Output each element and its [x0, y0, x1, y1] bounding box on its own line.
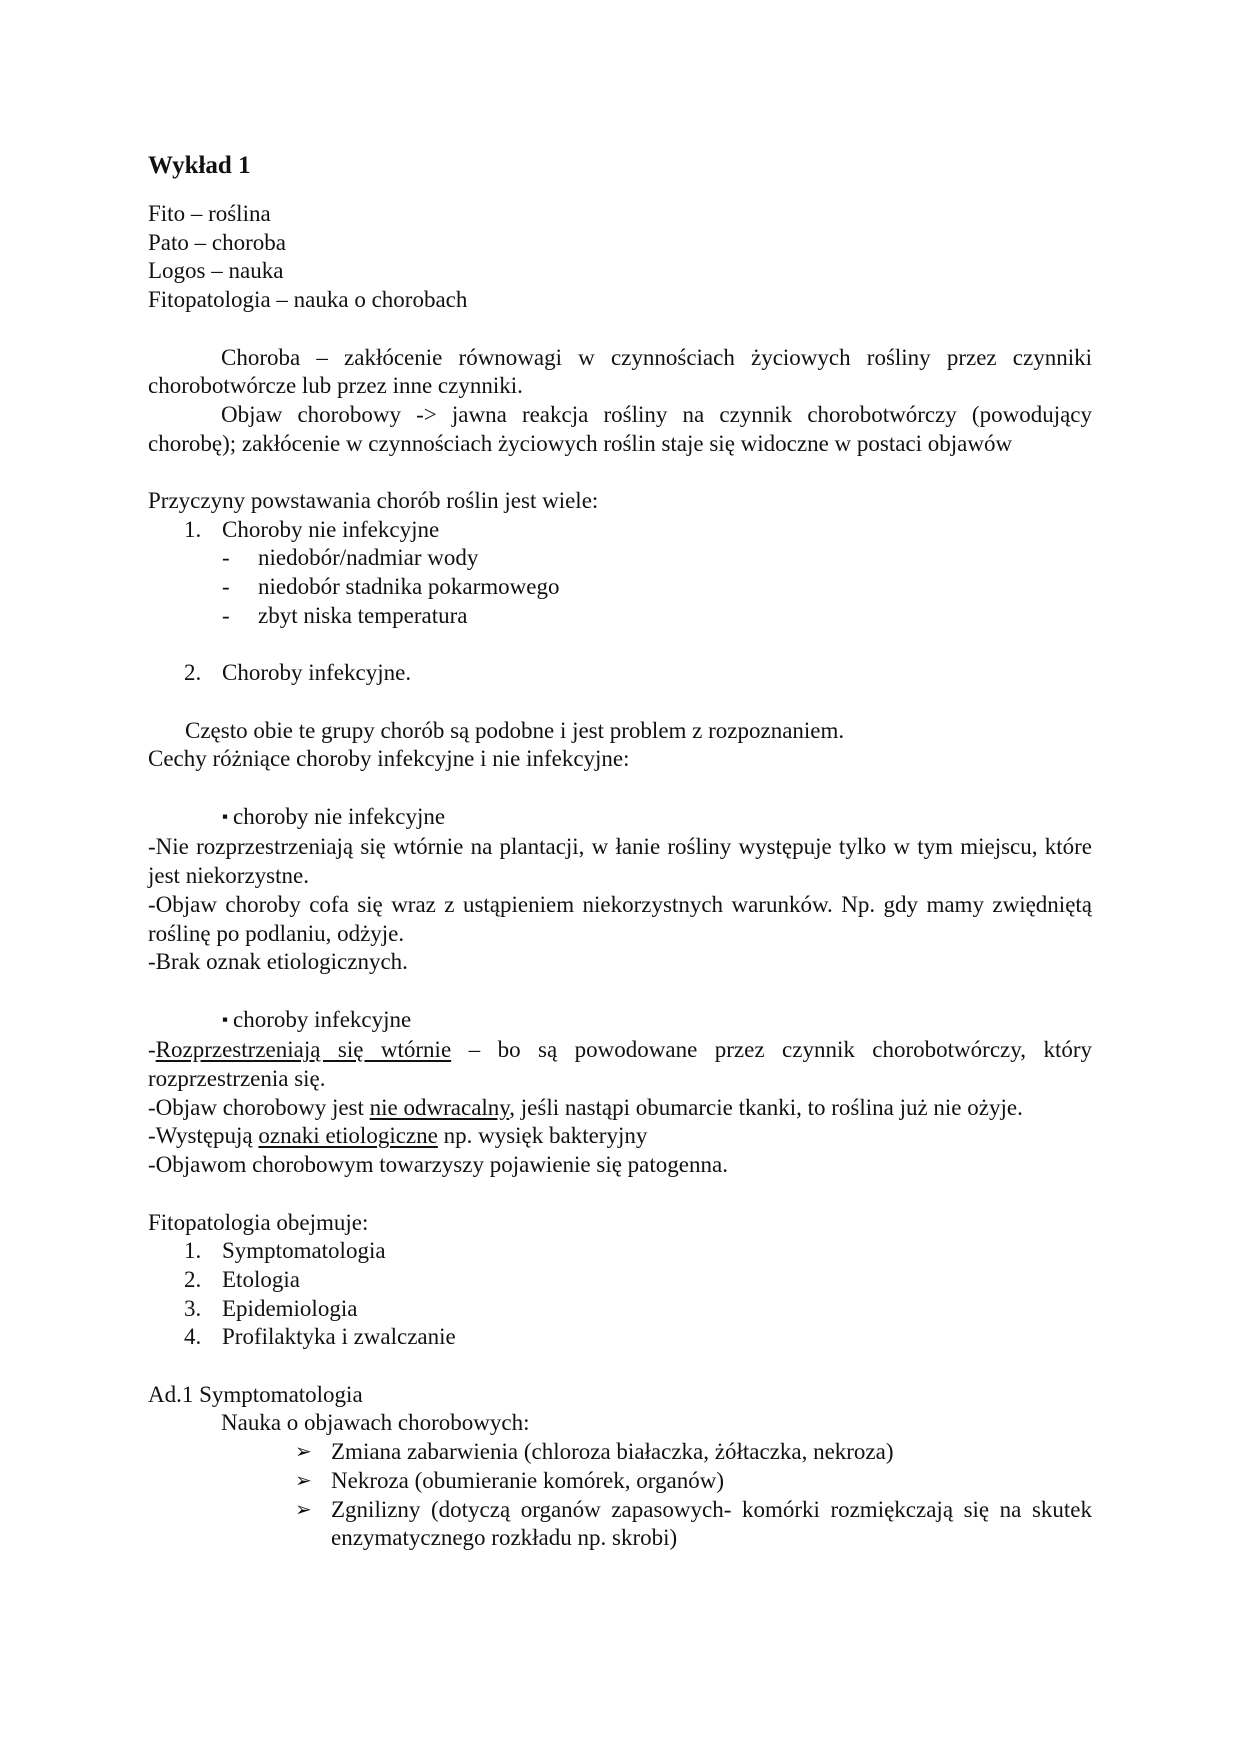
list-item	[222, 573, 1092, 602]
list-item	[222, 544, 1092, 573]
bullet-icon: ▪	[222, 1009, 229, 1029]
infectious-p1	[148, 1036, 1092, 1093]
list-item	[295, 1496, 1092, 1553]
infectious-heading	[222, 1006, 1092, 1037]
list-text: niedobór/nadmiar wody	[258, 545, 479, 571]
scope-list	[184, 1237, 1092, 1352]
paragraph-text: , jeśli nastąpi obumarcie tkanki, to roślina już nie ożyje.	[509, 1094, 1023, 1120]
paragraph-text: np. wysięk bakteryjny	[437, 1123, 648, 1149]
list-text: Choroby nie infekcyjne	[222, 516, 440, 542]
list-text: Symptomatologia	[222, 1238, 386, 1264]
list-number: 2.	[184, 1266, 202, 1292]
dash-marker: -	[222, 545, 230, 571]
list-number: 1.	[184, 1238, 202, 1264]
list-item	[184, 1237, 1092, 1266]
paragraph-text: – bo są powodowane przez czynnik chorobotwórczy, który rozprzestrzenia się.	[148, 1037, 1093, 1091]
list-text: Epidemiologia	[222, 1295, 358, 1321]
bullet-icon: ▪	[222, 806, 229, 826]
underlined-text: nie odwracalny	[369, 1094, 510, 1120]
list-number: 1.	[184, 516, 202, 542]
causes-list-2	[184, 659, 1092, 688]
list-item	[184, 1266, 1092, 1295]
arrow-bullet-icon: ➢	[295, 1469, 312, 1492]
document-body	[148, 148, 1092, 1553]
similar-line: Często obie te grupy chorób są podobne i jest problem z rozpoznaniem.	[185, 717, 845, 743]
definitions-block	[148, 200, 1092, 315]
definition-line: Fitopatologia – nauka o chorobach	[148, 287, 468, 313]
list-text: Zgnilizny (dotyczą organów zapasowych- komórki rozmiękczają się na skutek enzymatycznego rozkładu np. skrobi)	[331, 1496, 1092, 1551]
causes-sublist	[222, 544, 1092, 630]
causes-list	[184, 516, 1092, 545]
dash-marker: -	[222, 574, 230, 600]
arrow-bullet-icon: ➢	[295, 1498, 312, 1521]
paragraph-text: -Objaw chorobowy jest	[148, 1094, 370, 1120]
list-text: Zmiana zabarwienia (chloroza białaczka, żółtaczka, nekroza)	[331, 1439, 894, 1465]
noninfectious-p3: -Brak oznak etiologicznych.	[148, 949, 408, 975]
underlined-text: Rozprzestrzeniają się wtórnie	[155, 1037, 452, 1063]
ad1-heading: Ad.1 Symptomatologia	[148, 1381, 363, 1407]
underlined-text: oznaki etiologiczne	[258, 1123, 438, 1149]
dash-marker: -	[222, 602, 230, 628]
noninfectious-p2: -Objaw choroby cofa się wraz z ustąpieniem niekorzystnych warunków. Np. gdy mamy zwiędniętą roślinę po podlaniu, odżyje.	[148, 891, 1092, 946]
differences-intro: Cechy różniące choroby infekcyjne i nie infekcyjne:	[148, 746, 630, 772]
paragraph-choroba: Choroba – zakłócenie równowagi w czynnościach życiowych rośliny przez czynniki chorobotwórcze lub przez inne czynniki.	[148, 344, 1092, 399]
infectious-p3	[148, 1122, 1092, 1151]
noninfectious-p1: -Nie rozprzestrzeniają się wtórnie na plantacji, w łanie rośliny występuje tylko w tym miejscu, które jest niekorzystne.	[148, 834, 1092, 889]
infectious-p2	[148, 1094, 1092, 1123]
causes-intro: Przyczyny powstawania chorób roślin jest wiele:	[148, 488, 599, 513]
definition-line: Pato – choroba	[148, 229, 286, 255]
definition-line: Logos – nauka	[148, 258, 284, 284]
page-title: Wykład 1	[148, 152, 251, 179]
definition-line: Fito – roślina	[148, 201, 271, 226]
list-text: Nekroza (obumieranie komórek, organów)	[331, 1467, 724, 1493]
symptoms-list	[295, 1438, 1092, 1553]
heading-text: choroby nie infekcyjne	[233, 803, 446, 829]
list-item	[295, 1438, 1092, 1467]
scope-intro: Fitopatologia obejmuje:	[148, 1209, 369, 1235]
list-item	[184, 659, 1092, 688]
ad1-subheading: Nauka o objawach chorobowych:	[221, 1410, 530, 1436]
arrow-bullet-icon: ➢	[295, 1441, 312, 1464]
paragraph-objaw: Objaw chorobowy -> jawna reakcja rośliny na czynnik chorobotwórczy (powodujący chorobę); zakłócenie w czynnościach życiowych roślin staje się widoczne w postaci objawów	[148, 401, 1092, 456]
list-item	[184, 1323, 1092, 1352]
infectious-p4: -Objawom chorobowym towarzyszy pojawienie się patogenna.	[148, 1152, 728, 1178]
heading-text: choroby infekcyjne	[233, 1006, 412, 1032]
list-number: 2.	[184, 660, 202, 686]
dash-text: -	[148, 1037, 156, 1063]
paragraph-text: -Występują	[148, 1123, 259, 1149]
list-text: niedobór stadnika pokarmowego	[258, 574, 560, 600]
list-item	[295, 1467, 1092, 1496]
list-number: 4.	[184, 1324, 202, 1350]
list-text: Etologia	[222, 1266, 300, 1292]
list-text: zbyt niska temperatura	[258, 602, 468, 628]
list-text: Profilaktyka i zwalczanie	[222, 1324, 456, 1350]
list-number: 3.	[184, 1295, 202, 1321]
list-item	[184, 516, 1092, 545]
noninfectious-heading	[222, 803, 1092, 834]
list-item	[184, 1295, 1092, 1324]
list-item	[222, 602, 1092, 631]
list-text: Choroby infekcyjne.	[222, 660, 412, 686]
